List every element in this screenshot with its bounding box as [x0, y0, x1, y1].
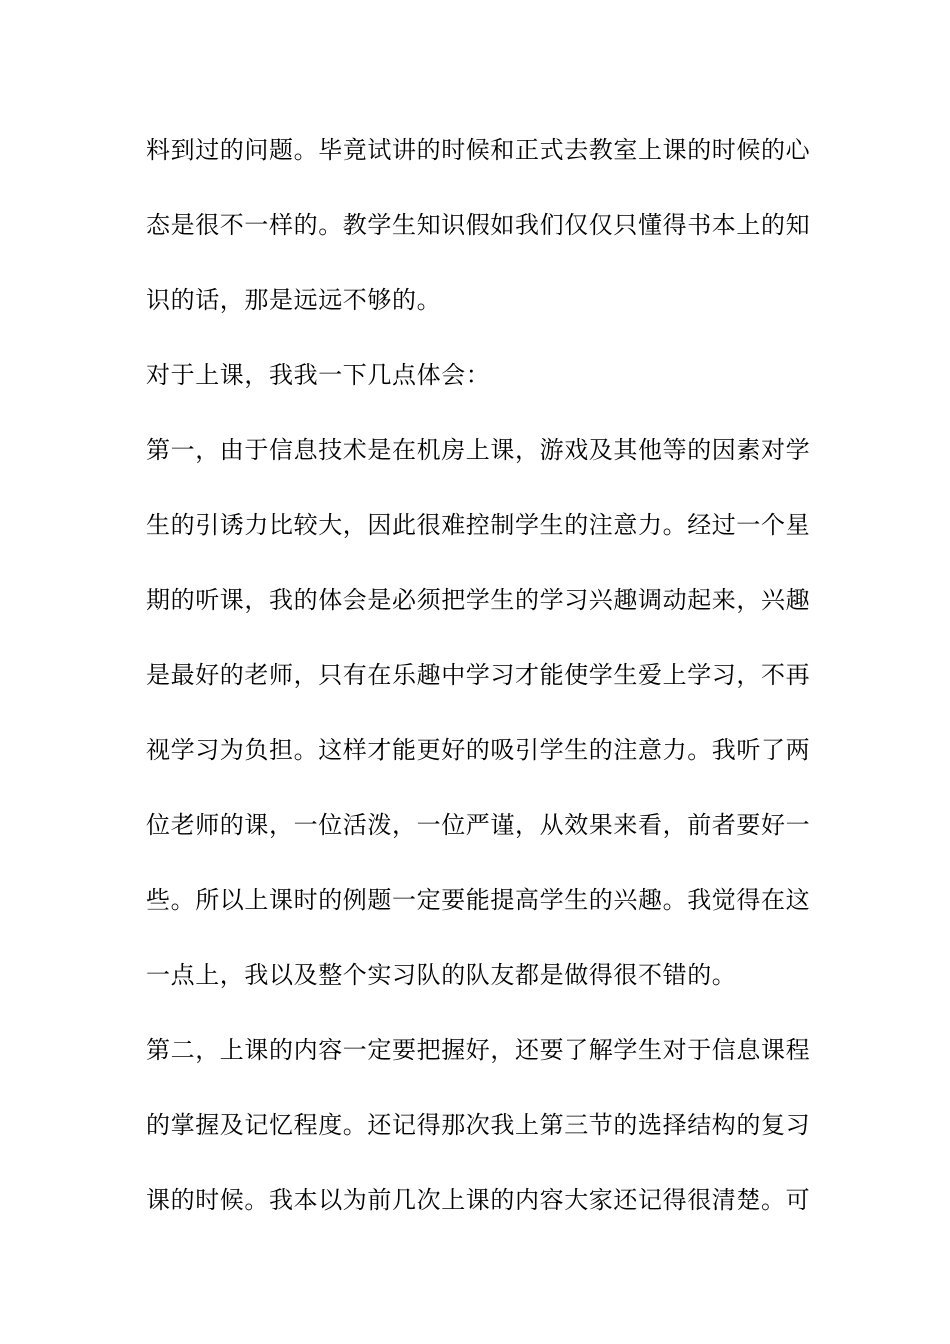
text-line: 是最好的老师，只有在乐趣中学习才能使学生爱上学习，不再 [146, 661, 811, 689]
text-line: 态是很不一样的。教学生知识假如我们仅仅只懂得书本上的知 [146, 211, 811, 239]
text-line: 料到过的问题。毕竟试讲的时候和正式去教室上课的时候的心 [146, 136, 811, 164]
text-line: 的掌握及记忆程度。还记得那次我上第三节的选择结构的复习 [146, 1111, 811, 1139]
text-line: 课的时候。我本以为前几次上课的内容大家还记得很清楚。可 [146, 1186, 811, 1214]
text-line: 期的听课，我的体会是必须把学生的学习兴趣调动起来，兴趣 [146, 586, 811, 614]
text-line: 第一，由于信息技术是在机房上课，游戏及其他等的因素对学 [146, 436, 811, 464]
text-line: 生的引诱力比较大，因此很难控制学生的注意力。经过一个星 [146, 511, 811, 539]
text-line: 识的话，那是远远不够的。 [146, 286, 442, 314]
text-line: 第二，上课的内容一定要把握好，还要了解学生对于信息课程 [146, 1036, 811, 1064]
text-line: 位老师的课，一位活泼，一位严谨，从效果来看，前者要好一 [146, 811, 811, 839]
text-line: 一点上，我以及整个实习队的队友都是做得很不错的。 [146, 961, 737, 989]
text-line: 些。所以上课时的例题一定要能提高学生的兴趣。我觉得在这 [146, 886, 811, 914]
text-line: 视学习为负担。这样才能更好的吸引学生的注意力。我听了两 [146, 736, 811, 764]
text-line: 对于上课，我我一下几点体会： [146, 361, 491, 389]
